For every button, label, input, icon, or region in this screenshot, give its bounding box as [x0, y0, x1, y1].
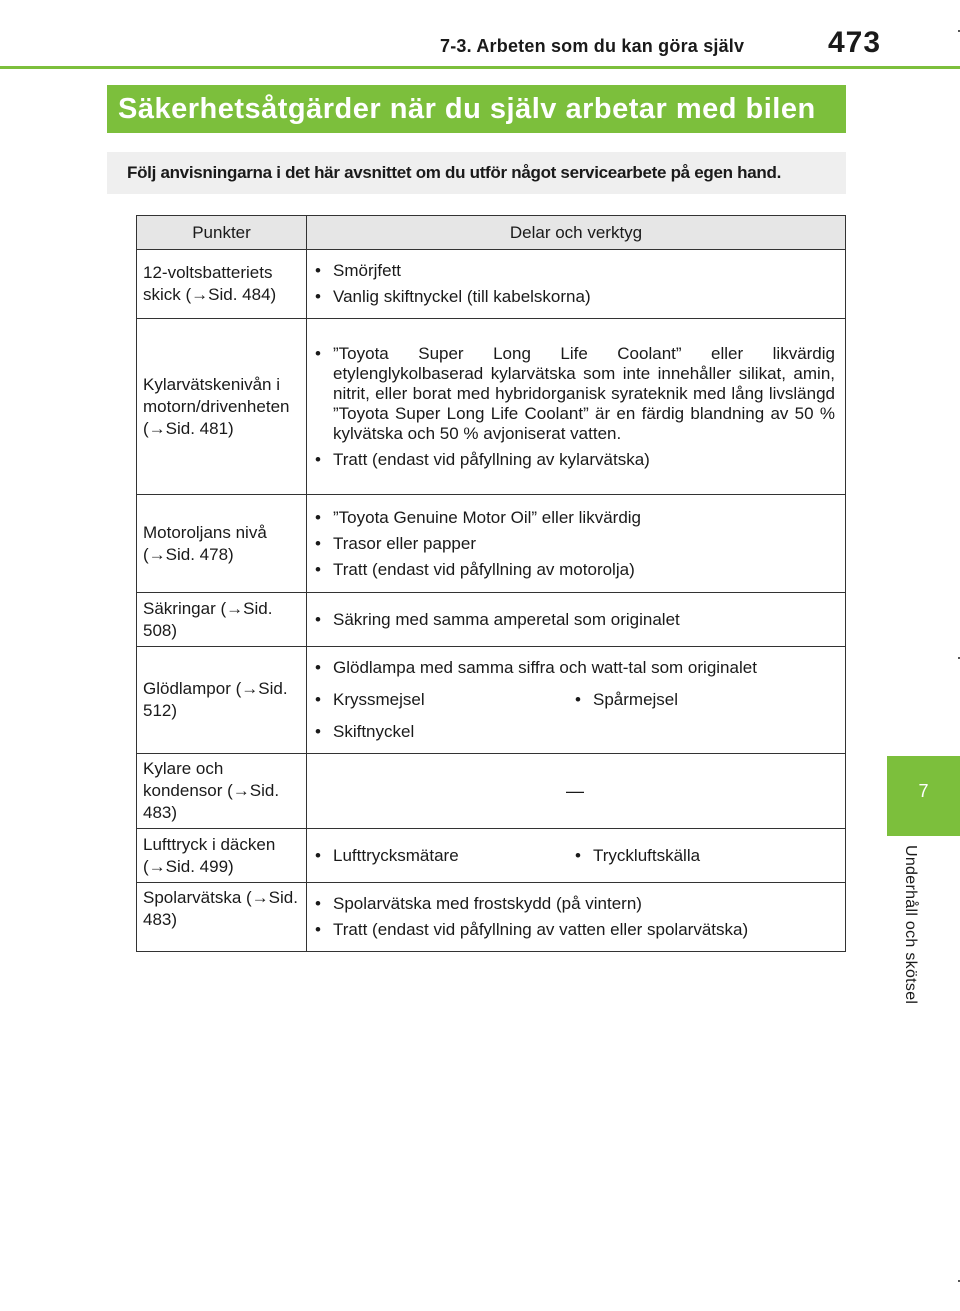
list-item: • Kryssmejsel — [315, 690, 425, 709]
list-item: • Spolarvätska med frostskydd (på vintern) — [315, 894, 642, 913]
tools-cell — [307, 250, 846, 319]
list-item: • ”Toyota Super Long Life Coolant” eller likvärdig etylenglykolbaserad kylarvätska som inte innehåller silikat, amin, nitrit, eller borat med hybridorganisk syrateknik med lång livslängd ”Toyota Super Long Life Coolant” är en färdig blandning av 50 % kylvätska och 50 % avjoniserat vatten. — [315, 343, 835, 443]
tools-cell — [307, 883, 846, 952]
tools-cell — [307, 495, 846, 593]
list-item: • Trasor eller papper — [315, 533, 476, 553]
list-item: • Vanlig skiftnyckel (till kabelskorna) — [315, 287, 591, 306]
intro-text: Följ anvisningarna i det här avsnittet om du utför något servicearbete på egen hand. — [107, 152, 846, 194]
list-item: • Tratt (endast vid påfyllning av kylarvätska) — [315, 449, 650, 469]
column-header-items: Punkter — [137, 216, 307, 250]
table-row — [137, 250, 846, 319]
table-row — [137, 319, 846, 495]
empty-dash: — — [307, 754, 846, 829]
tools-cell — [307, 647, 846, 754]
list-item: • Tratt (endast vid påfyllning av vatten eller spolarvätska) — [315, 920, 749, 939]
list-item: • Spårmejsel — [575, 690, 679, 709]
item-cell: Motoroljans nivå (→Sid. 478) — [137, 495, 307, 593]
chapter-tab: 7 — [887, 756, 960, 836]
column-header-tools: Delar och verktyg — [307, 216, 846, 250]
chapter-label: Underhåll och skötsel — [902, 845, 919, 1005]
item-cell: Säkringar (→Sid. 508) — [137, 593, 307, 647]
table-row — [137, 495, 846, 593]
list-item: • Glödlampa med samma siffra och watt-tal som originalet — [315, 658, 757, 677]
list-item: • Säkring med samma amperetal som originalet — [315, 609, 680, 629]
item-cell: Lufttryck i däcken (→Sid. 499) — [137, 829, 307, 883]
page-number: 473 — [828, 26, 882, 59]
table-row — [137, 754, 846, 829]
item-cell: Spolarvätska (→Sid. 483) — [137, 883, 307, 952]
item-cell: Kylarvätskenivån i motorn/drivenheten (→Sid. 481) — [137, 319, 307, 495]
running-head: 7-3. Arbeten som du kan göra själv — [440, 36, 745, 56]
item-cell: Kylare och kondensor (→Sid. 483) — [137, 754, 307, 829]
table-row — [137, 647, 846, 754]
table-row — [137, 829, 846, 883]
section-title: Säkerhetsåtgärder när du själv arbetar med bilen — [107, 85, 846, 133]
table-row — [137, 593, 846, 647]
tools-cell — [307, 593, 846, 647]
header-rule — [0, 66, 960, 69]
list-item: • Skiftnyckel — [315, 722, 415, 741]
item-cell: 12-voltsbatteriets skick (→Sid. 484) — [137, 250, 307, 319]
tools-cell — [307, 829, 846, 883]
table-row — [137, 883, 846, 952]
maintenance-table — [136, 215, 846, 952]
list-item: • Tratt (endast vid påfyllning av motorolja) — [315, 559, 635, 579]
tools-cell — [307, 319, 846, 495]
list-item: • ”Toyota Genuine Motor Oil” eller likvärdig — [315, 507, 642, 527]
list-item: • Tryckluftskälla — [575, 845, 701, 865]
list-item: • Lufttrycksmätare — [315, 845, 459, 865]
item-cell: Glödlampor (→Sid. 512) — [137, 647, 307, 754]
list-item: • Smörjfett — [315, 261, 402, 280]
